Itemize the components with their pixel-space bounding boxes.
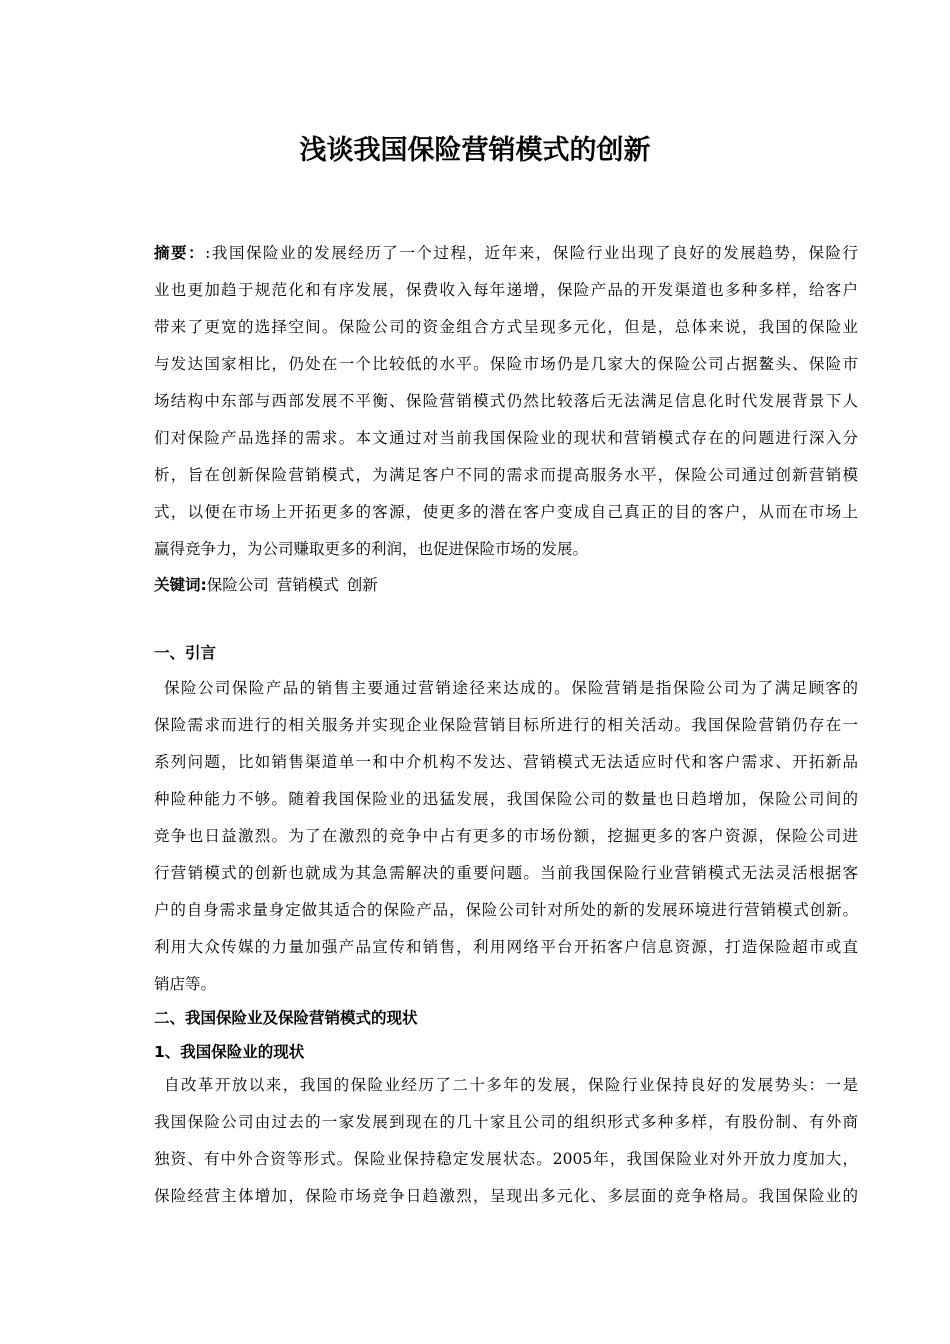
abstract-line: 业也更加趋于规范化和有序发展，保费收入每年递增，保险产品的开发渠道也多种多样，给客户: [154, 281, 858, 299]
abstract-line: 们对保险产品选择的需求。本文通过对当前我国保险业的现状和营销模式存在的问题进行深入分: [154, 429, 858, 447]
section-heading-introduction: 一、引言: [154, 644, 217, 662]
page-title: 浅谈我国保险营销模式的创新: [299, 135, 651, 166]
introduction-paragraph: [154, 670, 858, 1003]
abstract-line: 带来了更宽的选择空间。保险公司的资金组合方式呈现多元化，但是，总体来说，我国的保险业: [154, 318, 858, 336]
abstract-line: 式，以便在市场上开拓更多的客源，使更多的潜在客户变成自己真正的目的客户，从而在市场上: [154, 503, 858, 521]
keyword: 保险公司: [206, 576, 269, 594]
paragraph-line: 我国保险公司由过去的一家发展到现在的几十家且公司的组织形式多种多样，有股份制、有外商: [154, 1113, 858, 1131]
abstract-line: 赢得竞争力，为公司赚取更多的利润，也促进保险市场的发展。: [154, 540, 589, 558]
subsection-heading-industry-status: 1、我国保险业的现状: [154, 1043, 305, 1061]
paragraph-line: 竞争也日益激烈。为了在激烈的竞争中占有更多的市场份额，挖掘更多的客户资源，保险公司进: [154, 827, 858, 845]
abstract-line: 与发达国家相比，仍处在一个比较低的水平。保险市场仍是几家大的保险公司占据鳌头、保险市: [154, 355, 858, 373]
paragraph-line: 独资、有中外合资等形式。保险业保持稳定发展状态。2005年，我国保险业对外开放力度加大，: [154, 1150, 858, 1168]
paragraph-line: 户的自身需求量身定做其适合的保险产品，保险公司针对所处的新的发展环境进行营销模式创新。: [154, 901, 858, 919]
abstract-line: 场结构中东部与西部发展不平衡、保险营销模式仍然比较落后无法满足信息化时代发展背景下人: [154, 392, 858, 410]
paragraph-line: 利用大众传媒的力量加强产品宣传和销售，利用网络平台开拓客户信息资源，打造保险超市或直: [154, 938, 858, 956]
paragraph-line: 保险公司保险产品的销售主要通过营销途径来达成的。保险营销是指保险公司为了满足顾客的: [164, 679, 858, 697]
section-heading-status: 二、我国保险业及保险营销模式的现状: [154, 1009, 418, 1027]
keywords-line: [154, 567, 386, 604]
paragraph-line: 保险需求而进行的相关服务并实现企业保险营销目标所进行的相关活动。我国保险营销仍存在一: [154, 716, 858, 734]
paragraph-line: 系列问题，比如销售渠道单一和中介机构不发达、营销模式无法适应时代和客户需求、开拓新品: [154, 753, 858, 771]
keyword: 营销模式: [276, 576, 339, 594]
industry-status-paragraph: [154, 1067, 858, 1215]
keywords-label: 关键词:: [154, 576, 207, 594]
paragraph-line: 行营销模式的创新也就成为其急需解决的重要问题。当前我国保险行业营销模式无法灵活根据客: [154, 864, 858, 882]
paragraph-line: 保险经营主体增加，保险市场竞争日趋激烈，呈现出多元化、多层面的竞争格局。我国保险业的: [154, 1187, 858, 1205]
abstract-label: 摘要：: [154, 244, 206, 262]
abstract-paragraph: [154, 235, 858, 568]
paragraph-line: 销店等。: [154, 975, 217, 993]
paragraph-line: 种险种能力不够。随着我国保险业的迅猛发展，我国保险公司的数量也日趋增加，保险公司间的: [154, 790, 858, 808]
keyword: 创新: [346, 576, 378, 594]
abstract-line: 摘要：:我国保险业的发展经历了一个过程，近年来，保险行业出现了良好的发展趋势，保险行: [154, 244, 858, 262]
abstract-line: 析，旨在创新保险营销模式，为满足客户不同的需求而提高服务水平，保险公司通过创新营销模: [154, 466, 858, 484]
paragraph-line: 自改革开放以来，我国的保险业经历了二十多年的发展，保险行业保持良好的发展势头：一是: [164, 1076, 858, 1094]
